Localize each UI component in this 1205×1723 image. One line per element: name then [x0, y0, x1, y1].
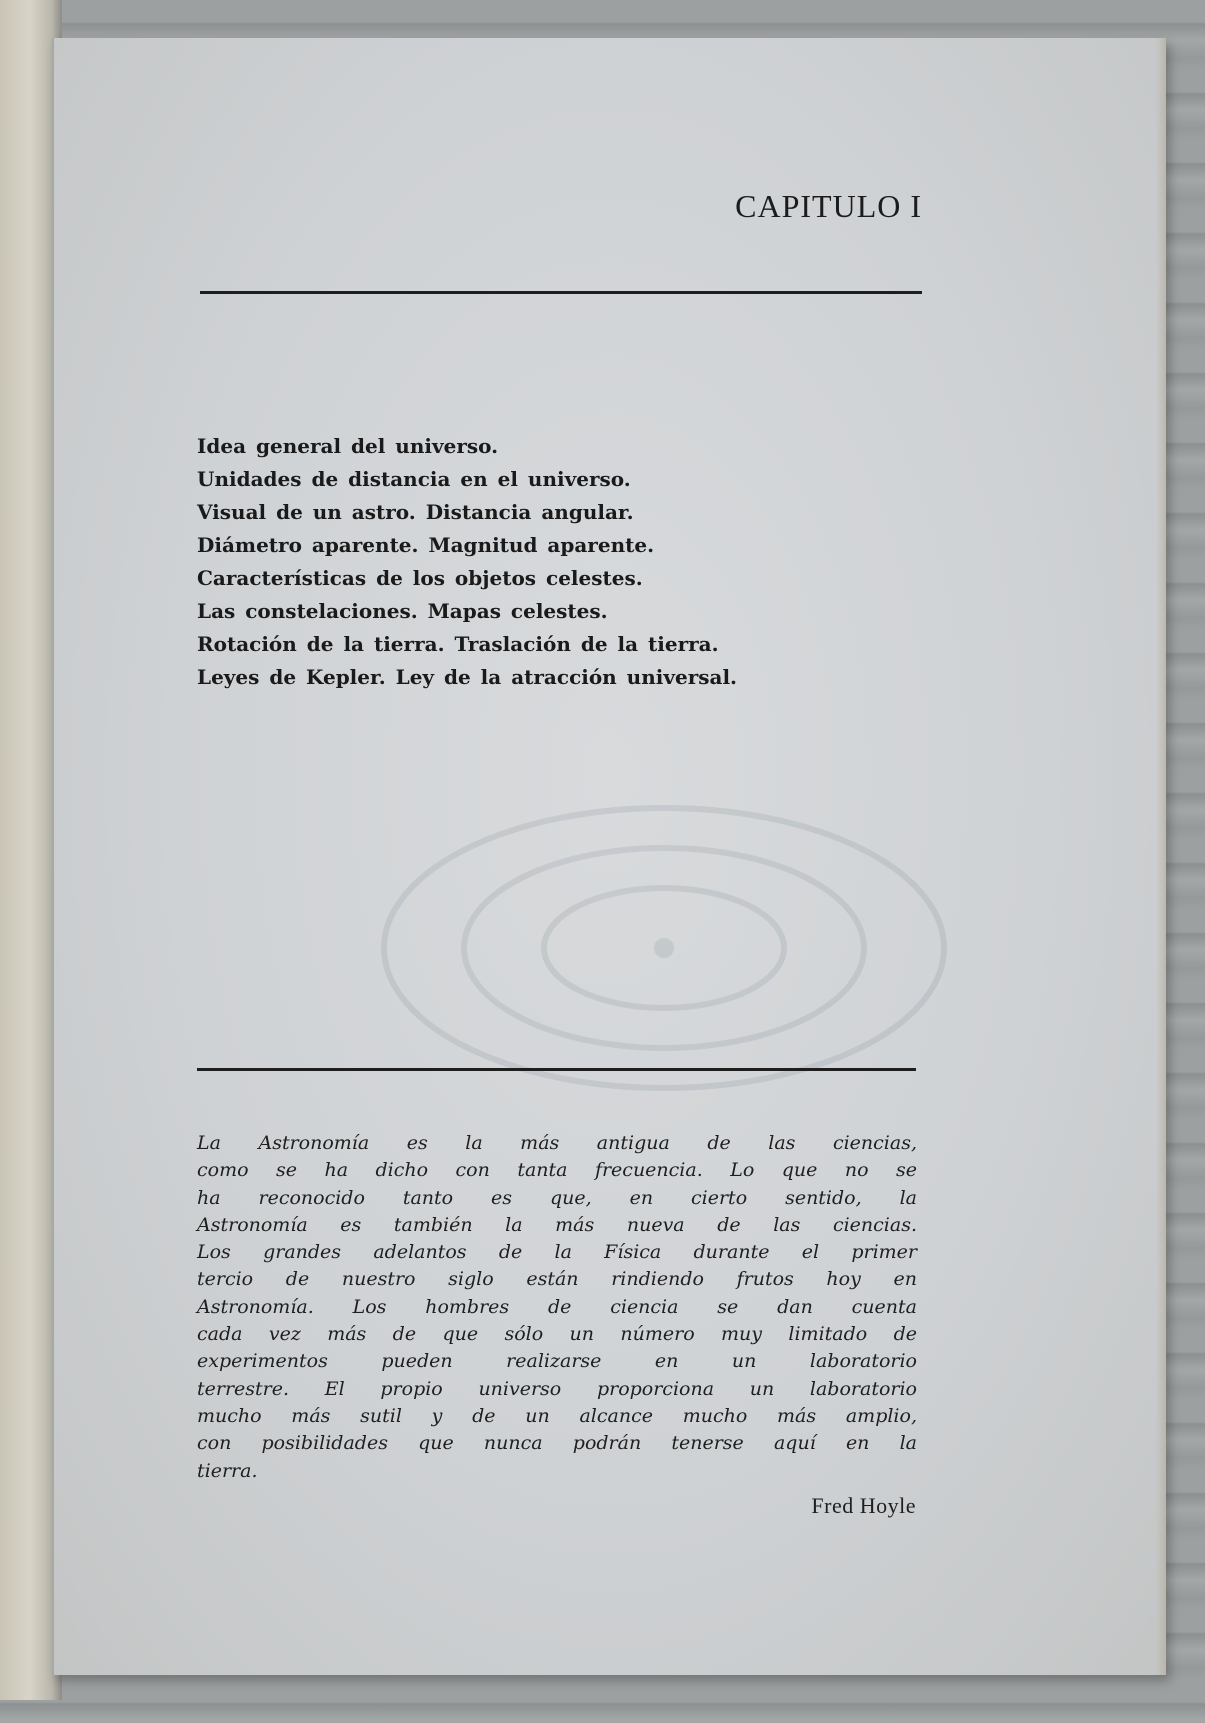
topic-item: Idea general del universo.: [197, 434, 499, 458]
topic-item: Visual de un astro. Distancia angular.: [197, 500, 634, 524]
topic-item: Unidades de distancia en el universo.: [197, 467, 631, 491]
epigraph-quote: [197, 1130, 917, 1485]
topic-item: Rotación de la tierra. Traslación de la tierra.: [197, 632, 719, 656]
chapter-title: CAPITULO I: [735, 188, 922, 224]
book-page: [52, 38, 1166, 1675]
bottom-divider: [197, 1068, 916, 1071]
quote-line: terrestre. El propio universo proporciona un laboratorio: [197, 1377, 917, 1400]
quote-line: La Astronomía es la más antigua de las ciencias,: [197, 1132, 917, 1154]
quote-line: experimentos pueden realizarse en un laboratorio: [197, 1350, 917, 1373]
orbit-watermark-icon: [364, 798, 964, 1098]
quote-line: Astronomía. Los hombres de ciencia se dan cuenta: [197, 1295, 917, 1318]
quote-line: como se ha dicho con tanta frecuencia. Lo que no se: [197, 1159, 917, 1182]
topic-item: Las constelaciones. Mapas celestes.: [197, 599, 608, 623]
quote-line: tercio de nuestro siglo están rindiendo frutos hoy en: [197, 1268, 917, 1291]
quote-line: Astronomía es también la más nueva de las ciencias.: [197, 1213, 917, 1236]
chapter-topics-list: [197, 430, 917, 694]
page-edge-shadow: [1156, 38, 1166, 1675]
quote-line: con posibilidades que nunca podrán tenerse aquí en la: [197, 1432, 917, 1455]
quote-author: Fred Hoyle: [811, 1493, 916, 1518]
quote-line: ha reconocido tanto es que, en cierto sentido, la: [197, 1186, 917, 1209]
quote-line: mucho más sutil y de un alcance mucho más amplio,: [197, 1404, 917, 1427]
quote-line: Los grandes adelantos de la Física durante el primer: [197, 1241, 917, 1264]
topic-item: Características de los objetos celestes.: [197, 566, 643, 590]
topic-item: Leyes de Kepler. Ley de la atracción universal.: [197, 665, 738, 689]
quote-line: cada vez más de que sólo un número muy limitado de: [197, 1323, 917, 1346]
top-divider: [200, 291, 922, 294]
quote-line: tierra.: [197, 1459, 258, 1482]
topic-item: Diámetro aparente. Magnitud aparente.: [197, 533, 655, 557]
